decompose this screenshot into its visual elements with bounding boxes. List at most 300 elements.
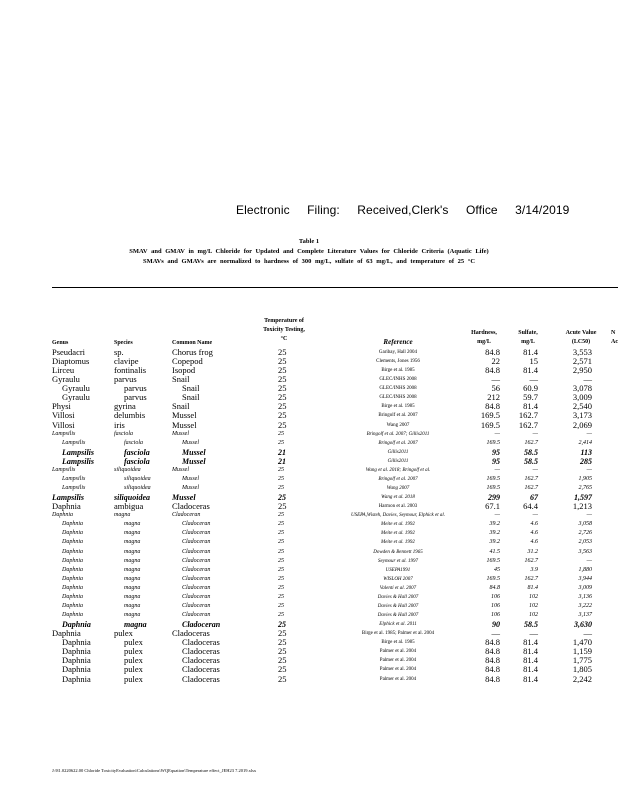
cell-temperature: 25 [278,401,287,412]
cell-genus: Diaptomus [52,356,90,367]
cell-reference: Meite et al. 1992 [381,531,415,537]
cell-species: magna [124,575,141,582]
cell-hardness: 22 [491,356,500,367]
cell-common-name: Mussel [182,447,206,457]
cell-temperature: 25 [278,493,286,503]
cell-common-name: Cladoceran [182,620,221,630]
cell-hardness: 39.2 [489,530,500,537]
cell-hardness: — [491,374,500,385]
cell-temperature: 25 [278,365,287,376]
cell-acute-value: 2,950 [572,365,592,376]
cell-reference: Bringolf et al. 2007 [378,440,418,446]
cell-species: magna [124,584,141,591]
cell-sulfate: 162.7 [518,419,538,430]
cell-acute-value: 1,213 [572,501,592,512]
cell-hardness: 90 [492,620,500,630]
cell-sulfate: 58.5 [524,456,538,466]
header-reference: Reference [383,338,413,346]
cell-hardness: 106 [491,593,500,600]
table-row [0,538,618,547]
cell-genus: Daphnia [62,584,83,591]
electronic-filing-stamp [236,203,583,217]
cell-common-name: Cladoceran [182,539,211,546]
cell-species: siliquoidea [124,485,151,492]
cell-genus: Lampsilis [52,493,85,503]
cell-sulfate: 60.9 [523,383,538,394]
cell-hardness: — [494,512,500,519]
table-row [0,484,618,493]
cell-hardness: 84.8 [485,673,500,684]
cell-hardness: 41.5 [489,548,500,555]
cell-temperature: 25 [278,475,284,482]
cell-reference: USEPA,Wisteh, Davies, Seymour, Elphick et al. [350,513,446,519]
cell-sulfate: 162.7 [524,439,538,446]
cell-temperature: 25 [278,602,284,609]
header-hardness-line-2: mg/L [477,339,491,345]
cell-sulfate: — [529,374,538,385]
cell-sulfate: 59.7 [523,392,538,403]
table-row [0,611,618,620]
cell-species: magna [124,602,141,609]
cell-reference: Davies & Hall 2007 [377,594,419,600]
cell-sulfate: 81.4 [523,655,538,666]
cell-species: fasciola [124,439,143,446]
cell-sulfate: 4.6 [530,539,538,546]
cell-reference: GLEC/INHS 2008 [379,386,417,392]
cell-acute-value: 3,173 [572,410,592,421]
cell-common-name: Cladoceran [182,521,211,528]
cell-reference: Palmer et al. 2004 [379,676,417,682]
cell-reference: Dowden & Bennett 1965 [373,549,423,555]
cell-temperature: 25 [278,664,287,675]
cell-common-name: Mussel [182,456,206,466]
table-row [0,675,618,684]
cell-genus: Lampsilis [62,485,86,492]
cell-acute-value: 1,159 [572,646,592,657]
cell-hardness: 95 [492,456,500,466]
cell-species: parvus [124,383,147,394]
cell-genus: Daphnia [62,646,91,657]
cell-sulfate: — [532,512,538,519]
cell-acute-value: 3,137 [578,612,592,619]
cell-sulfate: 81.4 [523,646,538,657]
table-row [0,475,618,484]
cell-common-name: Cladoceran [182,593,211,600]
cell-genus: Daphnia [62,521,83,528]
cell-temperature: 25 [278,637,287,648]
cell-hardness: — [494,466,500,473]
cell-species: sp. [114,347,124,357]
cell-sulfate: 67 [530,493,538,503]
cell-hardness: 84.8 [485,365,500,376]
cell-hardness: 212 [487,392,500,403]
cell-sulfate: 162.7 [524,475,538,482]
cell-sulfate: 102 [529,593,538,600]
cell-hardness: 84.8 [485,637,500,648]
cell-reference: GLEC/INHS 2008 [379,377,417,383]
cell-hardness: 169.5 [480,410,500,421]
cell-species: magna [124,620,147,630]
cell-common-name: Snail [172,374,190,385]
cell-hardness: 106 [491,612,500,619]
header-sulfate-line-1: Sulfate, [518,330,538,336]
cell-genus: Daphnia [62,548,83,555]
cell-sulfate: 162.7 [524,575,538,582]
cell-reference: Bringolf et al. 2007; Gillis2011 [366,431,430,437]
cell-common-name: Cladoceran [182,557,211,564]
cell-genus: Daphnia [62,620,91,630]
cell-acute-value: 2,053 [578,539,592,546]
table-row [0,421,618,430]
cell-reference: Wang et al. 2018 [381,495,415,501]
header-temperature-line-1: Temperature of [264,318,304,324]
cell-hardness: 169.5 [480,419,500,430]
stamp-part-4: Office [465,203,498,217]
cell-temperature: 25 [278,673,287,684]
cell-temperature: 25 [278,347,287,357]
table-subtitle-1: SMAV and GMAV in mg/L Chloride for Updated and Complete Literature Values for Chloride Criteria (Aquatic Life) [129,248,489,255]
cell-species: magna [124,521,141,528]
header-sulfate [512,329,544,347]
cell-sulfate: 81.4 [523,637,538,648]
cell-acute-value: — [586,557,592,564]
header-divider [52,287,618,288]
cell-reference: Meite et al. 1992 [381,540,415,546]
table-row [0,366,618,375]
cell-common-name: Cladoceras [182,664,220,675]
cell-temperature: 25 [278,655,287,666]
cell-hardness: 106 [491,602,500,609]
table-row [0,602,618,611]
cell-temperature: 25 [278,374,287,385]
cell-acute-value: 2,765 [578,485,592,492]
cell-genus: Lampsilis [62,475,86,482]
cell-genus: Daphnia [52,628,81,639]
cell-hardness: — [491,628,500,639]
cell-genus: Lampsilis [52,430,76,437]
table-row [0,620,618,629]
cell-reference: Bringolf et al. 2007 [378,413,418,419]
header-extra-column [611,329,618,347]
header-acute-value [558,329,604,347]
cell-temperature: 25 [278,466,284,473]
cell-genus: Gyraulu [62,392,90,403]
cell-temperature: 25 [278,530,284,537]
cell-sulfate: 81.4 [527,584,538,591]
cell-acute-value: 3,078 [572,383,592,394]
cell-reference: Valenti et al. 2007 [379,585,417,591]
cell-genus: Gyraulu [52,374,80,385]
cell-temperature: 25 [278,419,287,430]
cell-species: magna [124,612,141,619]
table-row [0,566,618,575]
cell-common-name: Snail [182,392,200,403]
table-row [0,439,618,448]
cell-acute-value: — [586,430,592,437]
cell-sulfate: 4.6 [530,530,538,537]
cell-genus: Lirceu [52,365,75,376]
cell-common-name: Chorus frog [172,347,213,357]
cell-reference: Gillis2011 [387,458,409,464]
cell-sulfate: 102 [529,612,538,619]
cell-sulfate: 81.4 [523,673,538,684]
cell-hardness: 56 [491,383,500,394]
cell-genus: Daphnia [62,612,83,619]
cell-sulfate: — [532,466,538,473]
cell-common-name: Mussel [182,439,199,446]
cell-sulfate: 58.5 [524,620,538,630]
cell-genus: Daphnia [62,655,91,666]
cell-species: magna [124,539,141,546]
file-path-footer: J:\81.0220622.00 Chloride ToxicityEvaluation\Calculations\WQEquation\Temperature effect_JEH23 7.2019.xlsx [52,768,257,773]
cell-common-name: Cladoceran [182,566,211,573]
cell-common-name: Cladoceran [182,575,211,582]
cell-sulfate: 4.6 [530,521,538,528]
cell-common-name: Mussel [172,466,189,473]
cell-acute-value: 3,563 [578,548,592,555]
cell-reference: GLEC/INHS 2008 [379,395,417,401]
header-hardness [466,329,502,347]
cell-genus: Lampsilis [62,456,95,466]
cell-common-name: Cladoceran [182,612,211,619]
header-acute-line-2: (LC50) [571,339,591,345]
cell-temperature: 25 [278,548,284,555]
cell-common-name: Cladoceran [182,602,211,609]
stamp-part-2: Filing: [307,203,340,217]
cell-hardness: 84.8 [485,347,500,357]
cell-acute-value: 3,630 [574,620,592,630]
cell-temperature: 25 [278,439,284,446]
cell-species: magna [114,512,131,519]
cell-acute-value: 285 [580,456,592,466]
cell-acute-value: 2,069 [572,419,592,430]
cell-hardness: 299 [488,493,500,503]
cell-reference: Birge et al. 1985; Palmer et al. 2004 [361,631,435,637]
cell-reference: Gillis2011 [387,449,409,455]
header-temperature-line-3: °C [280,336,288,342]
cell-genus: Daphnia [62,539,83,546]
cell-common-name: Cladoceras [182,646,220,657]
cell-species: ambigua [114,501,144,512]
cell-common-name: Mussel [182,485,199,492]
cell-temperature: 21 [278,456,286,466]
cell-temperature: 25 [278,501,287,512]
cell-sulfate: 102 [529,602,538,609]
cell-reference: Davies & Hall 2007 [377,613,419,619]
header-genus: Genus [52,340,69,346]
stamp-part-3: Received,Clerk's [357,203,449,217]
cell-acute-value: — [583,374,592,385]
cell-acute-value: 2,726 [578,530,592,537]
cell-hardness: 84.8 [485,401,500,412]
cell-species: fontinalis [114,365,147,376]
cell-genus: Gyraulu [62,383,90,394]
cell-temperature: 25 [278,539,284,546]
cell-common-name: Copepod [172,356,203,367]
cell-genus: Villosi [52,410,75,421]
header-acute-line-1: Acute Value [565,330,597,336]
cell-acute-value: 1,905 [578,475,592,482]
cell-hardness: 84.8 [485,655,500,666]
cell-sulfate: 15 [529,356,538,367]
cell-genus: Daphnia [52,512,73,519]
cell-common-name: Isopod [172,365,196,376]
table-row [0,511,618,520]
cell-acute-value: — [586,466,592,473]
cell-temperature: 25 [278,485,284,492]
table-row [0,593,618,602]
cell-genus: Lampsilis [62,447,95,457]
cell-species: delumbis [114,410,146,421]
cell-common-name: Cladoceras [182,673,220,684]
cell-temperature: 25 [278,356,287,367]
cell-temperature: 25 [278,620,286,630]
table-row [0,575,618,584]
cell-temperature: 25 [278,575,284,582]
cell-common-name: Mussel [182,475,199,482]
header-extra-line-1: N [611,330,616,336]
cell-acute-value: 2,414 [578,439,592,446]
cell-acute-value: 2,571 [572,356,592,367]
cell-sulfate: — [529,628,538,639]
cell-acute-value: 3,009 [572,392,592,403]
cell-genus: Daphnia [62,602,83,609]
header-temperature-line-2: Toxicity Testing, [263,327,305,333]
cell-acute-value: 3,944 [578,575,592,582]
cell-hardness: 169.5 [486,485,500,492]
table-row [0,448,618,457]
cell-sulfate: 81.4 [523,664,538,675]
cell-reference: Wang et al. 2018; Bringolf et al. [365,467,431,473]
table-row [0,584,618,593]
cell-temperature: 25 [278,646,287,657]
cell-reference: Harmon et al. 2003 [378,504,418,510]
cell-species: pulex [124,673,143,684]
cell-common-name: Snail [172,401,190,412]
cell-reference: USEPA1991 [385,567,411,573]
cell-genus: Daphnia [62,593,83,600]
cell-reference: Palmer et al. 2004 [379,658,417,664]
cell-species: fasciola [114,430,133,437]
header-common-name: Common Name [172,340,213,346]
table-row [0,502,618,511]
cell-species: pulex [124,655,143,666]
cell-species: siliquoidea [124,475,151,482]
cell-reference: Birge et al. 1985 [381,404,415,410]
cell-common-name: Mussel [172,410,197,421]
cell-acute-value: 3,058 [578,521,592,528]
cell-species: fasciola [124,456,150,466]
cell-temperature: 21 [278,447,286,457]
cell-species: magna [124,593,141,600]
cell-sulfate: 3.9 [530,566,538,573]
cell-acute-value: — [583,628,592,639]
cell-hardness: 45 [494,566,500,573]
stamp-part-1: Electronic [236,203,290,217]
cell-genus: Lampsilis [62,439,86,446]
cell-sulfate: 162.7 [524,485,538,492]
table-row [0,520,618,529]
cell-common-name: Snail [182,383,200,394]
table-row [0,548,618,557]
cell-genus: Daphnia [62,664,91,675]
header-species: Species [114,340,133,346]
cell-acute-value: 113 [580,447,592,457]
cell-sulfate: 81.4 [523,401,538,412]
cell-hardness: 84.8 [485,646,500,657]
cell-hardness: 95 [492,447,500,457]
cell-genus: Pseudacri [52,347,86,357]
cell-common-name: Cladoceras [172,501,210,512]
cell-genus: Daphnia [62,575,83,582]
cell-temperature: 25 [278,430,284,437]
cell-hardness: — [494,430,500,437]
cell-sulfate: — [532,430,538,437]
table-row [0,348,618,357]
cell-temperature: 25 [278,392,287,403]
cell-reference: Elphick et al. 2011 [379,622,417,628]
cell-sulfate: 81.4 [523,347,538,357]
cell-hardness: 84.8 [485,664,500,675]
table-row [0,457,618,466]
cell-temperature: 25 [278,521,284,528]
cell-genus: Lampsilis [52,466,76,473]
cell-hardness: 169.5 [486,575,500,582]
cell-acute-value: 3,136 [578,593,592,600]
cell-reference: Birge et al. 1985 [381,368,415,374]
cell-common-name: Cladoceran [172,512,201,519]
cell-temperature: 25 [278,557,284,564]
cell-common-name: Mussel [172,419,197,430]
cell-species: fasciola [124,447,150,457]
header-hardness-line-1: Hardness, [471,330,497,336]
cell-acute-value: 1,880 [578,566,592,573]
cell-temperature: 25 [278,593,284,600]
stamp-part-5: 3/14/2019 [515,203,570,217]
table-row [0,466,618,475]
cell-sulfate: 162.7 [518,410,538,421]
cell-acute-value: — [586,512,592,519]
cell-reference: Birge et al. 1985 [381,640,415,646]
cell-species: parvus [114,374,137,385]
cell-species: pulex [124,646,143,657]
cell-common-name: Cladoceras [182,655,220,666]
cell-hardness: 67.1 [485,501,500,512]
cell-temperature: 25 [278,566,284,573]
cell-reference: Bringolf et al. 2007 [378,476,418,482]
header-extra-line-2: Ac [611,339,618,345]
cell-reference: Palmer et al. 2004 [379,649,417,655]
cell-species: siliquoidea [114,466,141,473]
cell-species: pulex [124,637,143,648]
cell-sulfate: 58.5 [524,447,538,457]
cell-acute-value: 1,597 [574,493,592,503]
cell-temperature: 25 [278,383,287,394]
cell-genus: Daphnia [62,637,91,648]
cell-acute-value: 2,242 [572,673,592,684]
cell-hardness: 39.2 [489,521,500,528]
cell-acute-value: 1,470 [572,637,592,648]
cell-common-name: Mussel [172,430,189,437]
cell-genus: Daphnia [62,566,83,573]
cell-species: parvus [124,392,147,403]
cell-hardness: 169.5 [486,475,500,482]
cell-species: iris [114,419,125,430]
cell-common-name: Cladoceran [182,548,211,555]
cell-common-name: Cladoceras [182,637,220,648]
cell-temperature: 25 [278,410,287,421]
table-title: Table 1 [298,238,320,245]
